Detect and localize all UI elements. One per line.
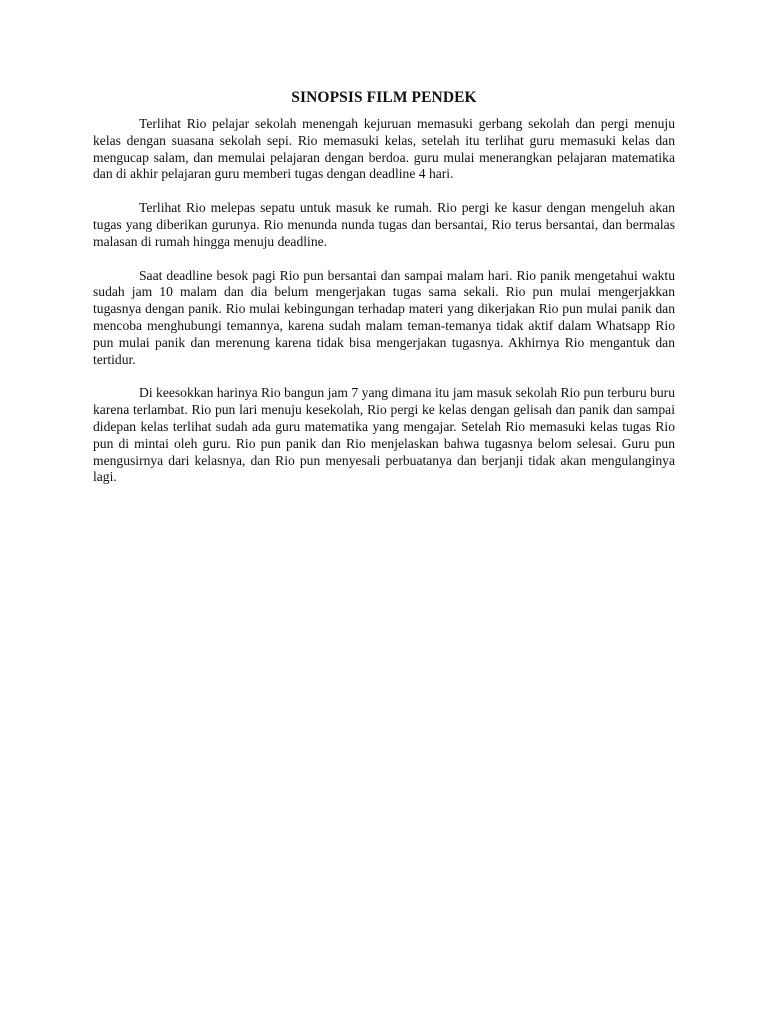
document-title: SINOPSIS FILM PENDEK <box>291 89 477 106</box>
paragraph-2: Terlihat Rio melepas sepatu untuk masuk ke rumah. Rio pergi ke kasur dengan mengeluh akan tugas yang diberikan gurunya. Rio menunda nunda tugas dan bersantai, Rio terus bersantai, dan bermalas malasan di rumah hingga menuju deadline. <box>93 200 675 249</box>
paragraph-3: Saat deadline besok pagi Rio pun bersantai dan sampai malam hari. Rio panik mengetahui waktu sudah jam 10 malam dan dia belum mengerjakan tugas sama sekali. Rio pun mulai mengerjakkan tugasnya dengan panik. Rio mulai kebingungan terhadap materi yang dikerjakan Rio pun mulai panik dan mencoba menghubungi temannya, karena sudah malam teman-temanya tidak aktif dalam Whatsapp Rio pun mulai panik dan merenung karena tidak bisa mengerjakan tugasnya. Akhirnya Rio mengantuk dan tertidur. <box>93 267 675 367</box>
paragraph-4: Di keesokkan harinya Rio bangun jam 7 yang dimana itu jam masuk sekolah Rio pun terburu buru karena terlambat. Rio pun lari menuju kesekolah, Rio pergi ke kelas dengan gelisah dan panik dan sampai didepan kelas terlihat sudah ada guru matematika yang mengajar. Setelah Rio memasuki kelas tugas Rio pun di mintai oleh guru. Rio pun panik dan Rio menjelaskan bahwa tugasnya belom selesai. Guru pun mengusirnya dari kelasnya, dan Rio pun menyesali perbuatanya dan berjanji tidak akan mengulanginya lagi. <box>93 385 675 485</box>
document-body <box>93 88 675 503</box>
paragraph-1: Terlihat Rio pelajar sekolah menengah kejuruan memasuki gerbang sekolah dan pergi menuju kelas dengan suasana sekolah sepi. Rio memasuki kelas, setelah itu terlihat guru memasuki kelas dan mengucap salam, dan memulai pelajaran dengan berdoa. guru mulai menerangkan pelajaran matematika dan di akhir pelajaran guru memberi tugas dengan deadline 4 hari. <box>93 116 675 182</box>
